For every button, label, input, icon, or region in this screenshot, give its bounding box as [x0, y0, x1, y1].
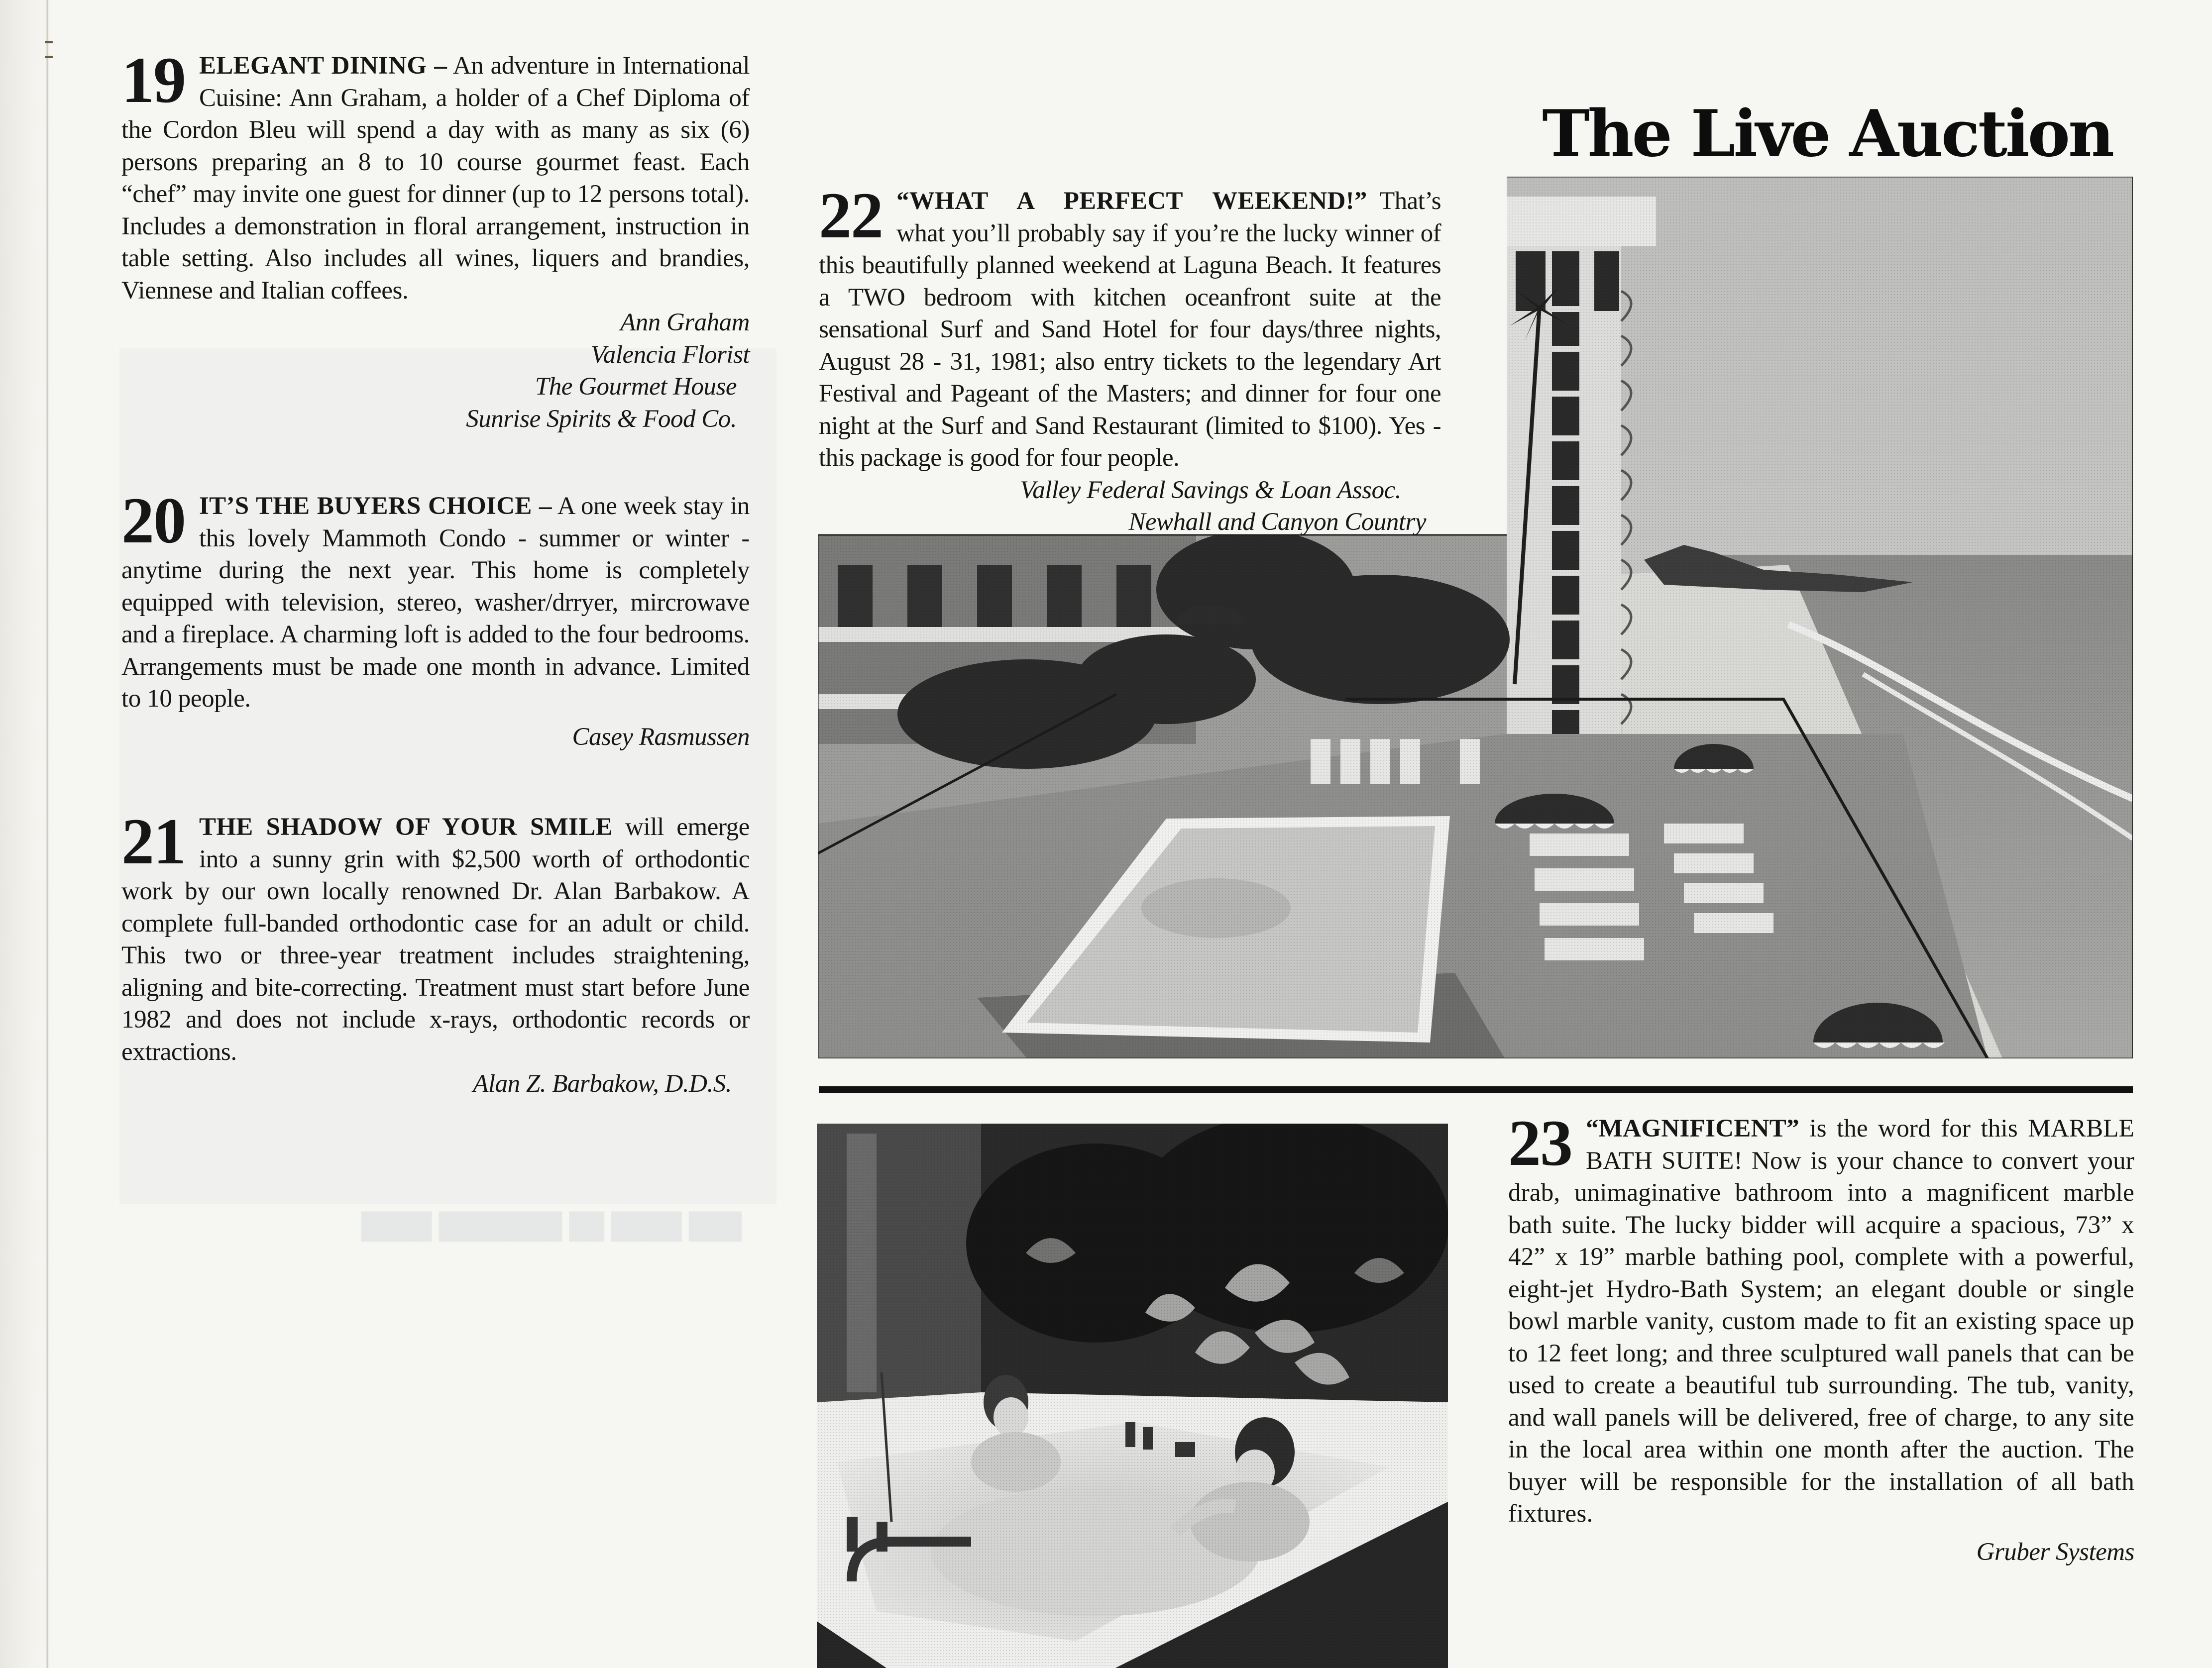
- item-number: 23: [1508, 1106, 1572, 1179]
- item-heading: ELEGANT DINING –: [199, 52, 447, 80]
- item-description: [1508, 1106, 2134, 1530]
- item-text: will emerge into a sunny grin with $2,500 worth of orthodontic work by our own locally renowned Dr. Alan Barbakow. A complete full-banded orthodontic case for an adult or child. This two or three-year treatment includes straightening, aligning and bite-correcting. Treatment must start before June 1982 and does not include x-rays, orthodontic records or extractions.: [121, 813, 750, 1066]
- auction-item-22: [819, 179, 1441, 538]
- donor: Casey Rasmussen: [572, 723, 750, 751]
- item-number: 22: [819, 179, 883, 252]
- page-title: The Live Auction: [1542, 96, 2112, 171]
- item-heading: “MAGNIFICENT”: [1586, 1115, 1799, 1143]
- staple-mark: [45, 56, 53, 58]
- donor: Newhall and Canyon Country: [1128, 508, 1426, 536]
- item-number: 19: [121, 43, 185, 116]
- item-text: is the word for this MARBLE BATH SUITE! Now is your chance to convert your drab, unimaginative bathroom into a magnificent marble bath suite. The lucky bidder will acquire a spacious, 73” x 42” x 19” marble bathing pool, complete with a powerful, eight-jet Hydro-Bath System; an elegant double or single bowl marble vanity, custom made to fit an existing space up to 12 feet long; and three sculptured wall panels that can be used to create a beautiful tub surrounding. The tub, vanity, and wall panels will be delivered, free of charge, to any site in the local area within one month after the auction. The buyer will be responsible for the installation of all bath fixtures.: [1508, 1115, 2134, 1528]
- donor: Valley Federal Savings & Loan Assoc.: [1020, 476, 1401, 504]
- item-description: [121, 484, 750, 715]
- item-heading: “WHAT A PERFECT WEEKEND!”: [896, 187, 1367, 215]
- bath-suite-photo: [817, 1124, 1448, 1668]
- donor-list: [121, 1068, 732, 1100]
- donor: Sunrise Spirits & Food Co.: [466, 405, 737, 433]
- item-description: [121, 43, 750, 307]
- item-heading: THE SHADOW OF YOUR SMILE: [199, 813, 613, 841]
- donor: Ann Graham: [620, 309, 750, 336]
- donor-list: [819, 474, 1426, 538]
- donor-list: [1508, 1536, 2134, 1568]
- item-description: [121, 805, 750, 1068]
- item-heading: IT’S THE BUYERS CHOICE –: [199, 492, 552, 520]
- donor: The Gourmet House: [535, 373, 737, 401]
- item-text: A one week stay in this lovely Mammoth Condo - summer or winter - anytime during the next year. This home is completely equipped with television, stereo, washer/drryer, mircrowave and a fireplace. A charming loft is added to the four bedrooms. Arrangements must be made one month in advance. Limited to 10 people.: [121, 492, 750, 713]
- donor: Alan Z. Barbakow, D.D.S.: [473, 1070, 732, 1098]
- auction-item-20: [121, 484, 750, 753]
- auction-item-21: [121, 805, 750, 1100]
- item-text: That’s what you’ll probably say if you’re the lucky winner of this beautifully planned weekend at Laguna Beach. It features a TWO bedroom with kitchen oceanfront suite at the sensational Surf and Sand Hotel for four days/three nights, August 28 - 31, 1981; also entry tickets to the legendary Art Festival and Pageant of the Masters; and dinner for four one night at the Surf and Sand Restaurant (limited to $100). Yes - this package is good for four people.: [819, 187, 1441, 472]
- item-number: 20: [121, 484, 185, 557]
- section-divider: [819, 1086, 2133, 1093]
- donor-list: [121, 307, 750, 435]
- item-text: An adventure in International Cuisine: Ann Graham, a holder of a Chef Diploma of the Cordon Bleu will spend a day with as many as six (6) persons preparing an 8 to 10 course gourmet feast. Each “chef” may invite one guest for dinner (up to 12 persons total). Includes a demonstration in floral arrangement, instruction in table setting. Also includes all wines, liquers and brandies, Viennese and Italian coffees.: [121, 52, 750, 305]
- item-number: 21: [121, 805, 185, 878]
- binding-crease: [46, 0, 49, 1668]
- item-description: [819, 179, 1441, 474]
- bath-photo-illustration: [817, 1124, 1448, 1668]
- donor-list: [121, 721, 750, 753]
- staple-mark: [45, 41, 53, 43]
- auction-item-19: [121, 43, 750, 435]
- donor: Valencia Florist: [590, 340, 750, 369]
- auction-item-23: [1508, 1106, 2134, 1568]
- donor: Gruber Systems: [1976, 1538, 2134, 1566]
